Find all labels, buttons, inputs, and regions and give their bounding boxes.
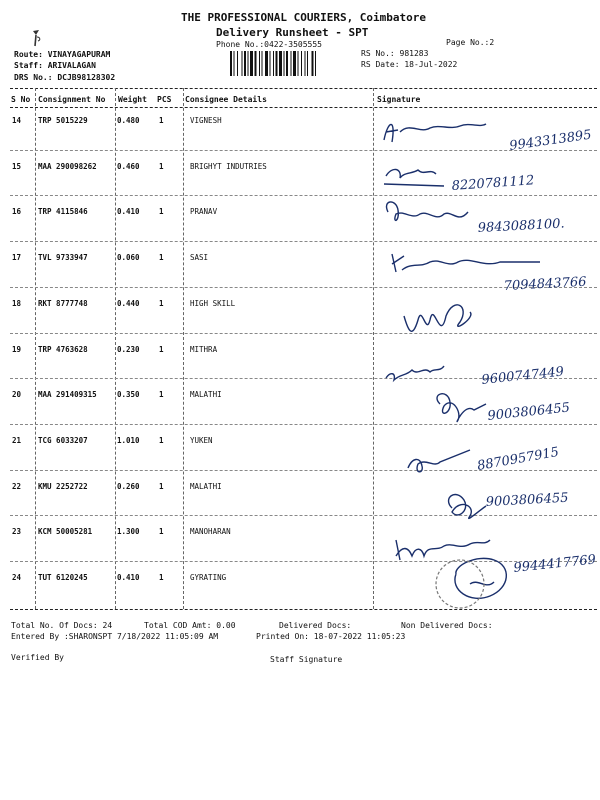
delivered-docs: Delivered Docs: [279, 621, 352, 630]
handwritten-signature [408, 450, 470, 472]
column-header-consignment: Consignment No [38, 95, 106, 104]
row-consignment-no: TCG 6033207 [38, 435, 88, 445]
rs-number: RS No.: 981283 [361, 49, 429, 58]
row-pcs: 1 [159, 481, 164, 491]
handwritten-phone-number: 9943313895 [508, 127, 593, 154]
company-title: THE PROFESSIONAL COURIERS, Coimbatore [181, 11, 427, 24]
handwritten-signature [387, 202, 468, 220]
row-consignment-no: TRP 5015229 [38, 116, 88, 125]
row-sno: 15 [12, 161, 22, 171]
row-pcs: 1 [159, 161, 164, 171]
page-number: Page No.:2 [446, 38, 495, 47]
row-weight: 0.260 [117, 481, 140, 491]
row-pcs: 1 [159, 573, 164, 582]
row-consignment-no: KCM 50005281 [38, 527, 93, 537]
staff-signature: Staff Signature [270, 655, 343, 664]
handwritten-signature [449, 495, 486, 519]
handwritten-phone-number: 7094843766 [503, 274, 587, 294]
row-sno: 22 [12, 481, 22, 491]
row-sno: 21 [12, 435, 22, 445]
row-consignee: SASI [190, 253, 209, 263]
handwritten-signature [437, 394, 486, 422]
row-weight: 1.300 [117, 527, 140, 537]
total-docs: Total No. Of Docs: 24 [11, 621, 113, 630]
column-header-sno: S No [11, 95, 31, 104]
row-sno: 16 [12, 207, 22, 217]
total-cod: Total COD Amt: 0.00 [144, 621, 236, 630]
row-weight: 0.460 [117, 161, 140, 171]
stamp-seal [436, 560, 484, 608]
rs-date: RS Date: 18-Jul-2022 [361, 60, 458, 69]
row-weight: 0.410 [117, 207, 140, 217]
row-consignment-no: TRP 4115846 [38, 207, 88, 217]
verified-by: Verified By [11, 653, 64, 662]
row-pcs: 1 [159, 207, 164, 217]
column-header-consignee: Consignee Details [185, 95, 267, 104]
row-sno: 17 [12, 253, 22, 263]
row-consignment-no: TUT 6120245 [38, 573, 88, 582]
handwritten-phone-number: 9600747449 [480, 364, 565, 388]
row-pcs: 1 [159, 344, 164, 354]
handwritten-signature [386, 366, 444, 380]
column-header-signature: Signature [377, 95, 421, 104]
row-sno: 24 [12, 573, 22, 582]
row-sno: 19 [12, 344, 22, 354]
row-consignment-no: KMU 2252722 [38, 481, 88, 491]
row-consignee: GYRATING [190, 573, 227, 582]
row-consignee: MALATHI [190, 390, 222, 400]
row-sno: 14 [12, 116, 22, 125]
row-pcs: 1 [159, 253, 164, 263]
row-consignee: PRANAV [190, 207, 218, 217]
row-consignee: VIGNESH [190, 116, 222, 125]
drs-number: DRS No.: DCJB98128302 [14, 73, 116, 82]
row-consignment-no: RKT 8777748 [38, 298, 88, 308]
runsheet-title: Delivery Runsheet - SPT [216, 26, 369, 39]
staff-label: Staff: ARIVALAGAN [14, 61, 96, 70]
column-header-weight: Weight [118, 95, 147, 104]
row-weight: 0.440 [117, 298, 140, 308]
row-consignment-no: TRP 4763628 [38, 344, 88, 354]
row-pcs: 1 [159, 390, 164, 400]
entered-by: Entered By :SHARONSPT 7/18/2022 11:05:09 AM [11, 632, 219, 641]
handwritten-phone-number: 9843088100. [477, 216, 565, 236]
row-consignee: HIGH SKILL [190, 298, 236, 308]
row-sno: 18 [12, 298, 22, 308]
handwritten-phone-number: 9944417769 [512, 552, 597, 576]
printed-on: Printed On: 18-07-2022 11:05:23 [256, 632, 406, 641]
row-sno: 23 [12, 527, 22, 537]
handwritten-signature [404, 305, 471, 331]
row-sno: 20 [12, 390, 22, 400]
handwritten-phone-number: 9003806455 [485, 490, 569, 510]
row-weight: 0.060 [117, 253, 140, 263]
row-consignee: BRIGHYT INDUTRIES [190, 161, 267, 171]
column-header-pcs: PCS [157, 95, 172, 104]
row-consignee: MITHRA [190, 344, 218, 354]
row-consignee: MANOHARAN [190, 527, 231, 537]
row-consignment-no: MAA 291409315 [38, 390, 97, 400]
handwritten-signature [392, 254, 540, 272]
non-delivered-docs: Non Delivered Docs: [401, 621, 493, 630]
row-consignee: YUKEN [190, 435, 213, 445]
row-consignment-no: MAA 290098262 [38, 161, 97, 171]
row-pcs: 1 [159, 116, 164, 125]
row-consignment-no: TVL 9733947 [38, 253, 88, 263]
handwritten-phone-number: 8220781112 [451, 173, 535, 194]
row-weight: 0.480 [117, 116, 140, 125]
handwritten-signature [384, 124, 486, 142]
handwritten-signature [396, 540, 490, 560]
row-pcs: 1 [159, 435, 164, 445]
row-consignee: MALATHI [190, 481, 222, 491]
row-pcs: 1 [159, 527, 164, 537]
handwritten-signature [384, 169, 444, 186]
handwritten-signature [455, 558, 506, 598]
row-weight: 0.410 [117, 573, 140, 582]
handwritten-phone-number: 9003806455 [486, 400, 571, 424]
route-label: Route: VINAYAGAPURAM [14, 50, 111, 59]
row-weight: 0.350 [117, 390, 140, 400]
row-weight: 1.010 [117, 435, 140, 445]
handwritten-phone-number: 8870957915 [476, 444, 561, 474]
row-weight: 0.230 [117, 344, 140, 354]
row-pcs: 1 [159, 298, 164, 308]
phone-number: Phone No.:0422-3505555 [216, 40, 322, 49]
